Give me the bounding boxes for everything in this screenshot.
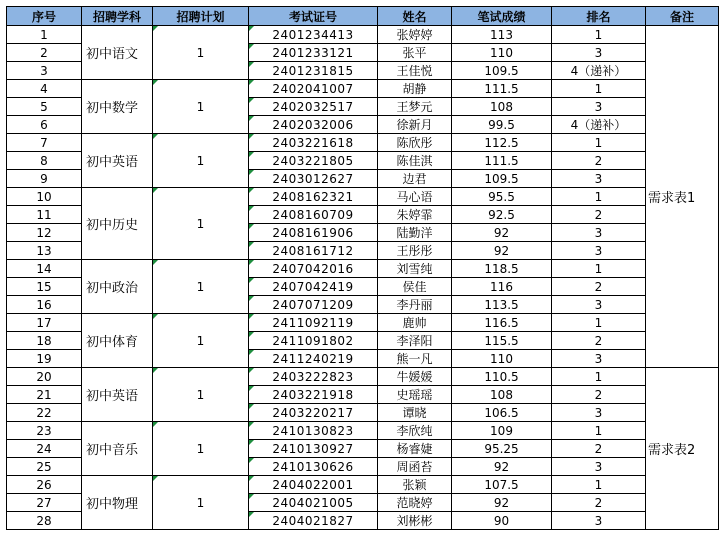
cell-no: 9 <box>7 170 82 188</box>
table-row <box>7 80 719 98</box>
cell-no: 16 <box>7 296 82 314</box>
cell-exam-id: 2402032006 <box>249 116 378 134</box>
cell-rank: 2 <box>552 386 646 404</box>
cell-exam-id: 2411092119 <box>249 314 378 332</box>
header-name: 姓名 <box>378 7 452 26</box>
cell-rank: 3 <box>552 224 646 242</box>
cell-rank: 3 <box>552 512 646 530</box>
cell-exam-id: 2404021827 <box>249 512 378 530</box>
cell-name: 李欣纯 <box>378 422 452 440</box>
cell-no: 17 <box>7 314 82 332</box>
cell-name: 熊一凡 <box>378 350 452 368</box>
cell-note: 需求表2 <box>646 368 719 530</box>
cell-name: 刘彬彬 <box>378 512 452 530</box>
cell-subject: 初中政治 <box>82 260 153 314</box>
cell-exam-id: 2407042016 <box>249 260 378 278</box>
cell-no: 28 <box>7 512 82 530</box>
cell-exam-id: 2404022001 <box>249 476 378 494</box>
cell-rank: 2 <box>552 152 646 170</box>
cell-name: 李泽阳 <box>378 332 452 350</box>
table-row <box>7 476 719 494</box>
cell-score: 110 <box>452 350 552 368</box>
cell-no: 23 <box>7 422 82 440</box>
cell-name: 张颖 <box>378 476 452 494</box>
cell-exam-id: 2403012627 <box>249 170 378 188</box>
cell-no: 15 <box>7 278 82 296</box>
cell-exam-id: 2403220217 <box>249 404 378 422</box>
cell-rank: 2 <box>552 278 646 296</box>
cell-score: 92 <box>452 494 552 512</box>
cell-subject: 初中物理 <box>82 476 153 530</box>
cell-rank: 1 <box>552 80 646 98</box>
cell-name: 胡静 <box>378 80 452 98</box>
header-row <box>7 7 719 26</box>
cell-score: 108 <box>452 386 552 404</box>
cell-plan: 1 <box>153 368 249 422</box>
cell-plan: 1 <box>153 134 249 188</box>
cell-no: 11 <box>7 206 82 224</box>
cell-score: 99.5 <box>452 116 552 134</box>
cell-name: 牛媛媛 <box>378 368 452 386</box>
cell-score: 108 <box>452 98 552 116</box>
cell-exam-id: 2403221805 <box>249 152 378 170</box>
cell-name: 边君 <box>378 170 452 188</box>
cell-name: 徐新月 <box>378 116 452 134</box>
cell-exam-id: 2410130823 <box>249 422 378 440</box>
cell-rank: 3 <box>552 98 646 116</box>
cell-plan: 1 <box>153 476 249 530</box>
cell-no: 6 <box>7 116 82 134</box>
table-row <box>7 188 719 206</box>
cell-rank: 2 <box>552 206 646 224</box>
cell-rank: 3 <box>552 404 646 422</box>
cell-no: 8 <box>7 152 82 170</box>
cell-exam-id: 2404021005 <box>249 494 378 512</box>
cell-plan: 1 <box>153 188 249 260</box>
cell-score: 113.5 <box>452 296 552 314</box>
cell-score: 115.5 <box>452 332 552 350</box>
header-plan: 招聘计划 <box>153 7 249 26</box>
cell-subject: 初中数学 <box>82 80 153 134</box>
cell-subject: 初中音乐 <box>82 422 153 476</box>
cell-score: 109.5 <box>452 170 552 188</box>
score-table <box>6 6 719 530</box>
table-row <box>7 314 719 332</box>
cell-exam-id: 2411240219 <box>249 350 378 368</box>
cell-name: 陈佳淇 <box>378 152 452 170</box>
cell-note: 需求表1 <box>646 26 719 368</box>
cell-plan: 1 <box>153 260 249 314</box>
cell-score: 106.5 <box>452 404 552 422</box>
table-body <box>7 26 719 530</box>
cell-name: 张婷婷 <box>378 26 452 44</box>
table-row <box>7 368 719 386</box>
cell-rank: 3 <box>552 44 646 62</box>
cell-no: 5 <box>7 98 82 116</box>
header-no: 序号 <box>7 7 82 26</box>
cell-name: 马心语 <box>378 188 452 206</box>
cell-exam-id: 2408161712 <box>249 242 378 260</box>
cell-name: 史瑶瑶 <box>378 386 452 404</box>
cell-score: 110 <box>452 44 552 62</box>
cell-exam-id: 2403221618 <box>249 134 378 152</box>
cell-name: 王佳悦 <box>378 62 452 80</box>
cell-name: 谭晓 <box>378 404 452 422</box>
cell-no: 3 <box>7 62 82 80</box>
header-score: 笔试成绩 <box>452 7 552 26</box>
cell-no: 20 <box>7 368 82 386</box>
cell-name: 朱婷霏 <box>378 206 452 224</box>
cell-exam-id: 2408162321 <box>249 188 378 206</box>
cell-no: 19 <box>7 350 82 368</box>
cell-rank: 1 <box>552 134 646 152</box>
cell-no: 10 <box>7 188 82 206</box>
cell-score: 110.5 <box>452 368 552 386</box>
cell-plan: 1 <box>153 314 249 368</box>
cell-no: 25 <box>7 458 82 476</box>
cell-no: 4 <box>7 80 82 98</box>
cell-rank: 2 <box>552 494 646 512</box>
cell-exam-id: 2402032517 <box>249 98 378 116</box>
cell-rank: 4（递补） <box>552 62 646 80</box>
cell-score: 111.5 <box>452 80 552 98</box>
cell-name: 王梦元 <box>378 98 452 116</box>
cell-subject: 初中语文 <box>82 26 153 80</box>
cell-no: 22 <box>7 404 82 422</box>
header-exam-id: 考试证号 <box>249 7 378 26</box>
cell-score: 113 <box>452 26 552 44</box>
cell-exam-id: 2407042419 <box>249 278 378 296</box>
cell-score: 107.5 <box>452 476 552 494</box>
cell-plan: 1 <box>153 422 249 476</box>
cell-no: 21 <box>7 386 82 404</box>
cell-rank: 1 <box>552 314 646 332</box>
cell-score: 92 <box>452 224 552 242</box>
cell-score: 116 <box>452 278 552 296</box>
cell-rank: 1 <box>552 368 646 386</box>
table-row <box>7 260 719 278</box>
cell-rank: 3 <box>552 350 646 368</box>
cell-plan: 1 <box>153 26 249 80</box>
cell-name: 李丹丽 <box>378 296 452 314</box>
cell-no: 1 <box>7 26 82 44</box>
cell-rank: 2 <box>552 440 646 458</box>
cell-rank: 2 <box>552 332 646 350</box>
cell-exam-id: 2401234413 <box>249 26 378 44</box>
cell-no: 13 <box>7 242 82 260</box>
cell-no: 7 <box>7 134 82 152</box>
cell-exam-id: 2410130626 <box>249 458 378 476</box>
cell-score: 92 <box>452 242 552 260</box>
header-subject: 招聘学科 <box>82 7 153 26</box>
cell-rank: 1 <box>552 260 646 278</box>
cell-exam-id: 2407071209 <box>249 296 378 314</box>
cell-no: 12 <box>7 224 82 242</box>
cell-name: 张平 <box>378 44 452 62</box>
cell-name: 范晓婷 <box>378 494 452 512</box>
cell-name: 周函苔 <box>378 458 452 476</box>
cell-name: 陆勤洋 <box>378 224 452 242</box>
cell-rank: 1 <box>552 188 646 206</box>
cell-exam-id: 2401231815 <box>249 62 378 80</box>
cell-rank: 1 <box>552 26 646 44</box>
cell-score: 92.5 <box>452 206 552 224</box>
cell-rank: 3 <box>552 458 646 476</box>
cell-score: 95.5 <box>452 188 552 206</box>
cell-name: 陈欣彤 <box>378 134 452 152</box>
cell-score: 109 <box>452 422 552 440</box>
cell-name: 侯佳 <box>378 278 452 296</box>
cell-exam-id: 2411091802 <box>249 332 378 350</box>
cell-score: 116.5 <box>452 314 552 332</box>
cell-score: 95.25 <box>452 440 552 458</box>
header-rank: 排名 <box>552 7 646 26</box>
cell-rank: 3 <box>552 170 646 188</box>
cell-score: 118.5 <box>452 260 552 278</box>
cell-name: 王彤彤 <box>378 242 452 260</box>
cell-no: 24 <box>7 440 82 458</box>
cell-rank: 3 <box>552 242 646 260</box>
cell-exam-id: 2402041007 <box>249 80 378 98</box>
header-note: 备注 <box>646 7 719 26</box>
cell-no: 18 <box>7 332 82 350</box>
cell-score: 111.5 <box>452 152 552 170</box>
cell-no: 27 <box>7 494 82 512</box>
cell-name: 鹿帅 <box>378 314 452 332</box>
cell-score: 112.5 <box>452 134 552 152</box>
cell-name: 刘雪纯 <box>378 260 452 278</box>
cell-no: 26 <box>7 476 82 494</box>
cell-exam-id: 2408160709 <box>249 206 378 224</box>
cell-subject: 初中英语 <box>82 134 153 188</box>
cell-plan: 1 <box>153 80 249 134</box>
cell-exam-id: 2410130927 <box>249 440 378 458</box>
cell-exam-id: 2403221918 <box>249 386 378 404</box>
cell-score: 92 <box>452 458 552 476</box>
cell-name: 杨睿婕 <box>378 440 452 458</box>
cell-rank: 3 <box>552 296 646 314</box>
cell-exam-id: 2401233121 <box>249 44 378 62</box>
cell-exam-id: 2403222823 <box>249 368 378 386</box>
cell-score: 109.5 <box>452 62 552 80</box>
cell-score: 90 <box>452 512 552 530</box>
table-row <box>7 422 719 440</box>
cell-subject: 初中体育 <box>82 314 153 368</box>
cell-rank: 1 <box>552 476 646 494</box>
table-row <box>7 134 719 152</box>
cell-no: 2 <box>7 44 82 62</box>
cell-no: 14 <box>7 260 82 278</box>
cell-subject: 初中英语 <box>82 368 153 422</box>
table-row <box>7 26 719 44</box>
cell-rank: 1 <box>552 422 646 440</box>
cell-exam-id: 2408161906 <box>249 224 378 242</box>
cell-rank: 4（递补） <box>552 116 646 134</box>
cell-subject: 初中历史 <box>82 188 153 260</box>
